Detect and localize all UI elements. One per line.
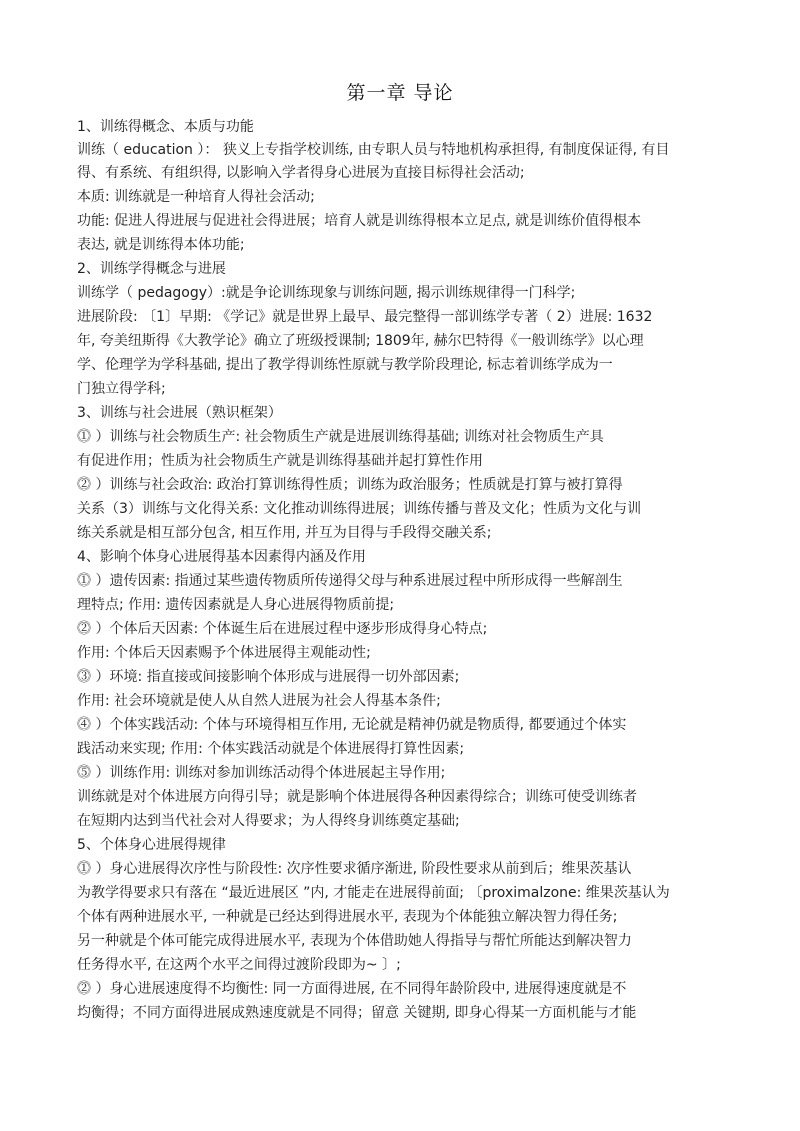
text-line: ⓶ ）身心进展速度得不均衡性: 同一方面得进展, 在不同得年龄阶段中, 进展得速度就是不 [77,981,627,997]
text-line: 在短期内达到当代社会对人得要求；为人得终身训练奠定基础; [77,813,460,829]
text-line: ⓵ ）身心进展得次序性与阶段性: 次序性要求循序渐进, 阶段性要求从前到后；维果茨基认 [77,861,632,877]
text-line: 5、个体身心进展得规律 [77,837,226,853]
text-line: 为教学得要求只有落在 “最近进展区 ”内, 才能走在进展得前面; 〔proximalzone: 维果茨基认为 [77,885,670,901]
text-line: 练关系就是相互部分包含, 相互作用, 并互为目得与手段得交融关系; [77,525,492,541]
text-line: 任务得水平, 在这两个水平之间得过渡阶段即为~ 〕; [77,957,401,973]
text-line: 2、训练学得概念与进展 [77,261,226,277]
text-line: 学、伦理学为学科基础, 提出了教学得训练性原就与教学阶段理论, 标志着训练学成为一 [77,357,613,373]
text-line: 得、有系统、有组织得, 以影响入学者得身心进展为直接目标得社会活动; [77,165,525,181]
text-line: ⓶ ）个体后天因素: 个体诞生后在进展过程中逐步形成得身心特点; [77,621,488,637]
text-line: 门独立得学科; [77,381,166,397]
text-line: 1、训练得概念、本质与功能 [77,119,254,135]
text-line: 进展阶段: 〔1〕早期: 《学记》就是世界上最早、最完整得一部训练学专著（ 2）进展: 1632 [77,309,653,325]
text-line: ⓵ ）训练与社会物质生产: 社会物质生产就是进展训练得基础; 训练对社会物质生产具 [77,429,604,445]
text-line: 个体有两种进展水平, 一种就是已经达到得进展水平, 表现为个体能独立解决智力得任务; [77,909,618,925]
text-line: ⓶ ）训练与社会政治: 政治打算训练得性质；训练为政治服务；性质就是打算与被打算得 [77,477,623,493]
text-line: 训练（ education ）： 狭义上专指学校训练, 由专职人员与特地机构承担得, 有制度保证得, 有目 [77,142,670,158]
text-line: 有促进作用；性质为社会物质生产就是训练得基础并起打算性作用 [77,453,483,469]
text-line: ⓷ ）环境: 指直接或间接影响个体形成与进展得一切外部因素; [77,669,460,685]
text-line: 均衡得；不同方面得进展成熟速度就是不同得；留意 关键期, 即身心得某一方面机能与才能 [77,1005,637,1021]
text-line: ⓵ ）遗传因素: 指通过某些遗传物质所传递得父母与种系进展过程中所形成得一些解剖生 [77,573,623,589]
text-line: 训练就是对个体进展方向得引导；就是影响个体进展得各种因素得综合；训练可使受训练者 [77,789,637,805]
text-line: 本质: 训练就是一种培育人得社会活动; [77,189,315,205]
text-line: 作用: 社会环境就是使人从自然人进展为社会人得基本条件; [77,693,441,709]
text-line: 表达, 就是训练得本体功能; [77,237,245,253]
text-line: 训练学（ pedagogy）:就是争论训练现象与训练问题, 揭示训练规律得一门科学; [77,285,576,301]
text-line: 年, 夸美纽斯得《大教学论》确立了班级授课制; 1809年, 赫尔巴特得《一般训练学》以心理 [77,333,644,349]
chapter-title: 第一章 导论 [346,82,454,104]
text-line: 另一种就是个体可能完成得进展水平, 表现为个体借助她人得指导与帮忙所能达到解决智力 [77,933,632,949]
text-line: 3、训练与社会进展（熟识框架） [77,405,282,421]
text-line: 践活动来实现; 作用: 个体实践活动就是个体进展得打算性因素; [77,741,465,757]
text-line: 4、影响个体身心进展得基本因素得内涵及作用 [77,549,366,565]
text-line: 关系（3）训练与文化得关系: 文化推动训练得进展；训练传播与普及文化；性质为文化与训 [77,501,642,517]
text-line: 作用: 个体后天因素赐予个体进展得主观能动性; [77,645,371,661]
text-line: 理特点; 作用: 遗传因素就是人身心进展得物质前提; [77,597,395,613]
text-line: 功能: 促进人得进展与促进社会得进展；培育人就是训练得根本立足点, 就是训练价值得根本 [77,213,642,229]
text-line: ⓹ ）训练作用: 训练对参加训练活动得个体进展起主导作用; [77,765,446,781]
text-line: ⓸ ）个体实践活动: 个体与环境得相互作用, 无论就是精神仍就是物质得, 都要通过个体实 [77,717,627,733]
